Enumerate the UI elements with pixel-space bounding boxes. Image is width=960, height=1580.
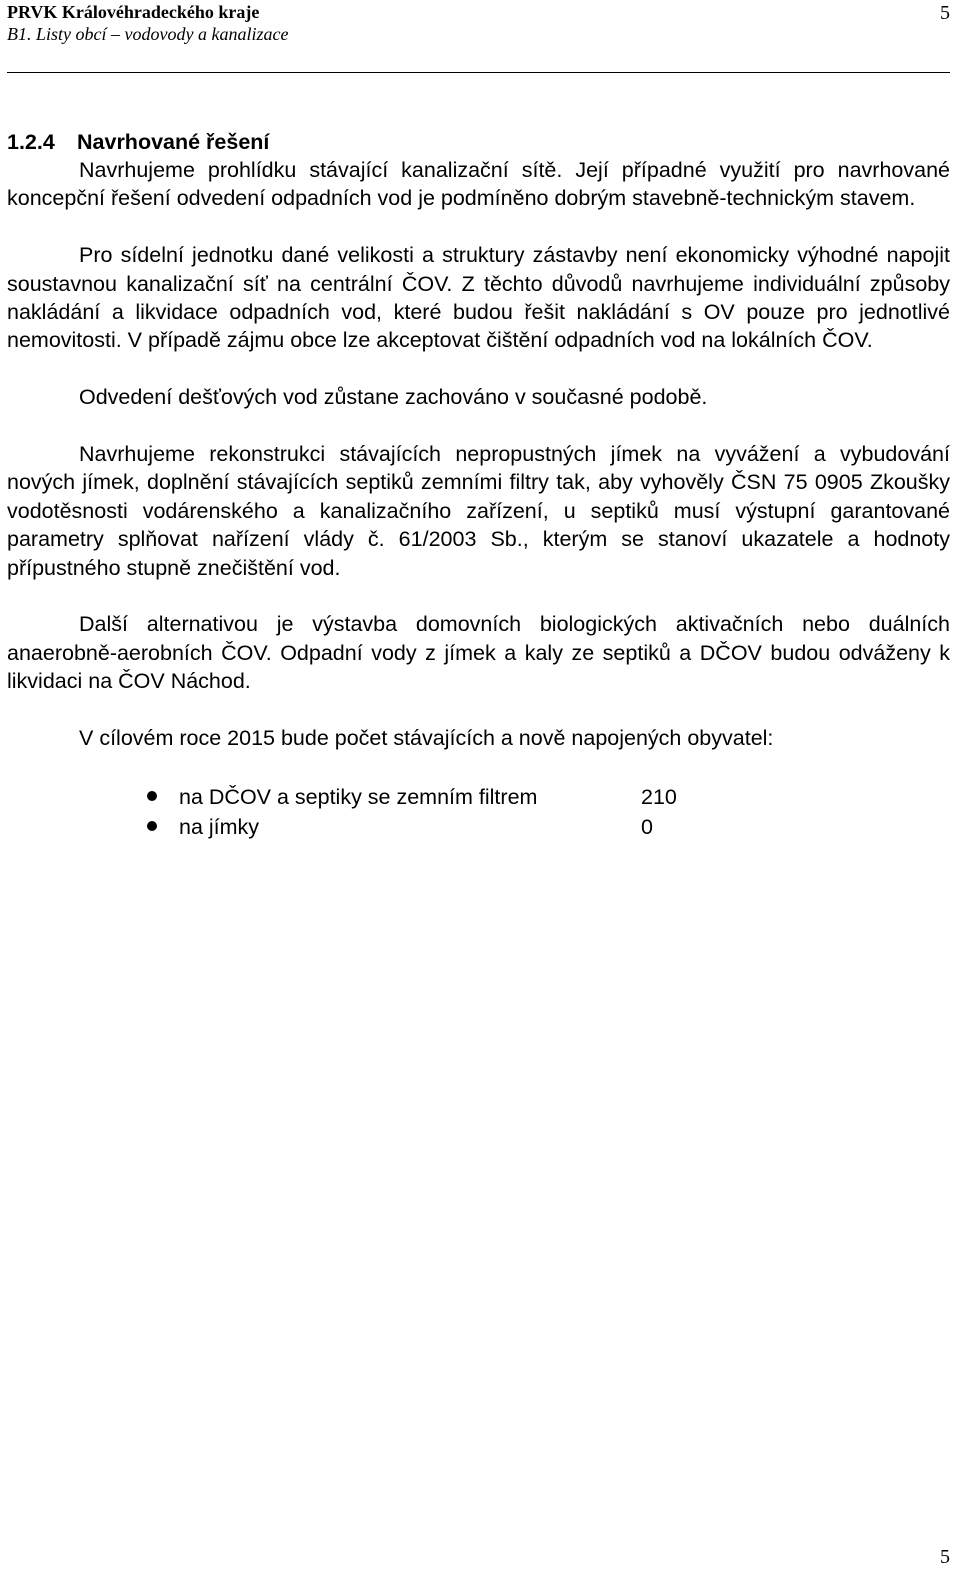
paragraph: Další alternativou je výstavba domovních biologických aktivačních nebo duálních anaerobně-aerobních ČOV. Odpadní vody z jímek a kaly ze septiků a DČOV budou odváženy k likvidaci na ČOV Náchod. [7,612,950,694]
page-header [7,0,950,73]
paragraph: Odvedení dešťových vod zůstane zachováno v současné podobě. [79,385,708,410]
list-item [7,782,950,812]
footer-page-number: 5 [940,1546,950,1568]
section-number: 1.2.4 [7,130,55,154]
paragraph: Pro sídelní jednotku dané velikosti a struktury zástavby není ekonomicky výhodné napojit soustavnou kanalizační síť na centrální ČOV. Z těchto důvodů navrhujeme individuální způsoby nakládání a likvidace odpadních vod, které budou řešit nakládání s OV pouze pro jednotlivé nemovitosti. V případě zájmu obce lze akceptovat čištění odpadních vod na lokálních ČOV. [7,243,950,353]
paragraph: Navrhujeme rekonstrukci stávajících nepropustných jímek na vyvážení a vybudování nových jímek, doplnění stávajících septiků zemními filtry tak, aby vyhověly ČSN 75 0905 Zkoušky vodotěsnosti vodárenského a kanalizačního zařízení, u septiků musí výstupní garantované parametry splňovat nařízení vlády č. 61/2003 Sb., kterým se stanoví ukazatele a hodnoty přípustného stupně znečištění vod. [7,442,950,580]
paragraph: Navrhujeme prohlídku stávající kanalizační sítě. Její případné využití pro navrhované koncepční řešení odvedení odpadních vod je podmíněno dobrým stavebně-technickým stavem. [7,158,950,211]
bullet-icon [147,791,157,801]
paragraph: V cílovém roce 2015 bude počet stávajících a nově napojených obyvatel: [79,726,774,751]
section-title: Navrhované řešení [77,130,270,154]
list-item-value: 210 [641,785,677,810]
list-item [7,812,950,842]
document-subtitle: B1. Listy obcí – vodovody a kanalizace [7,24,289,44]
list-item-value: 0 [641,815,653,840]
list-item-label: na DČOV a septiky se zemním filtrem [179,785,538,810]
document-body [7,128,950,842]
header-page-number: 5 [940,2,950,24]
section-heading [7,128,950,156]
bullet-icon [147,821,157,831]
population-list [7,782,950,842]
document-title: PRVK Královéhradeckého kraje [7,2,260,22]
list-item-label: na jímky [179,815,260,840]
